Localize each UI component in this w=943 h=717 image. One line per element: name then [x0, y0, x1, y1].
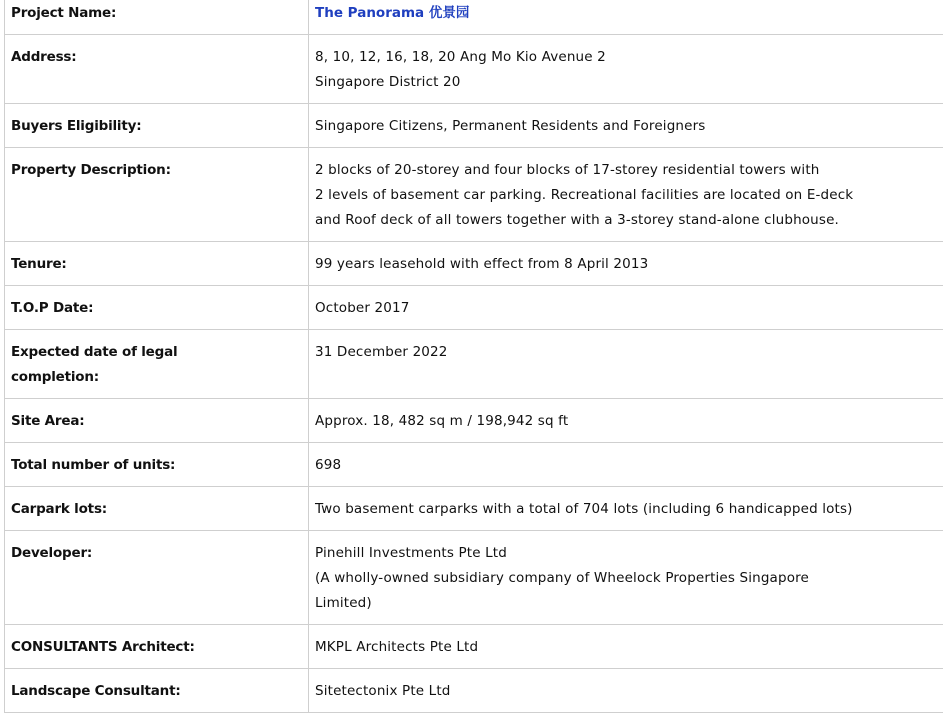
row-label-line: Address: — [11, 49, 77, 65]
row-label — [5, 0, 309, 35]
table-row — [5, 531, 943, 625]
table-row — [5, 399, 943, 443]
row-label-line: Buyers Eligibility: — [11, 118, 142, 134]
row-value-line: Sitetectonix Pte Ltd — [315, 683, 451, 699]
table-row — [5, 148, 943, 242]
row-label — [5, 104, 309, 148]
row-value — [309, 531, 943, 625]
row-label — [5, 286, 309, 330]
row-label-line: T.O.P Date: — [11, 300, 94, 316]
row-label — [5, 625, 309, 669]
row-label-line: completion: — [11, 369, 99, 385]
row-value-line: (A wholly-owned subsidiary company of Wheelock Properties Singapore — [315, 570, 809, 586]
table-row — [5, 242, 943, 286]
row-label — [5, 148, 309, 242]
row-label — [5, 531, 309, 625]
row-value-line: MKPL Architects Pte Ltd — [315, 639, 479, 655]
row-value-line: 8, 10, 12, 16, 18, 20 Ang Mo Kio Avenue 2 — [315, 49, 606, 65]
row-label — [5, 242, 309, 286]
row-value — [309, 35, 943, 104]
row-label-line: Expected date of legal — [11, 344, 178, 360]
row-value-line: 2 blocks of 20-storey and four blocks of 17-storey residential towers with — [315, 162, 820, 178]
row-value — [309, 330, 943, 399]
row-label-line: CONSULTANTS Architect: — [11, 639, 195, 655]
row-label — [5, 487, 309, 531]
row-value — [309, 487, 943, 531]
row-label — [5, 399, 309, 443]
row-label-line: Carpark lots: — [11, 501, 107, 517]
row-value-line: Singapore Citizens, Permanent Residents and Foreigners — [315, 118, 706, 134]
row-value — [309, 148, 943, 242]
row-value — [309, 669, 943, 713]
table-row — [5, 286, 943, 330]
row-label-line: Landscape Consultant: — [11, 683, 181, 699]
row-value-line: Approx. 18, 482 sq m / 198,942 sq ft — [315, 413, 569, 429]
row-label-line: Property Description: — [11, 162, 171, 178]
row-label-line: Tenure: — [11, 256, 67, 272]
table-row — [5, 669, 943, 713]
row-value — [309, 0, 943, 35]
row-value-line: and Roof deck of all towers together with a 3-storey stand-alone clubhouse. — [315, 212, 839, 228]
row-value — [309, 242, 943, 286]
row-label-line: Total number of units: — [11, 457, 176, 473]
project-details-table — [4, 0, 943, 713]
row-value-line: Limited) — [315, 595, 372, 611]
row-value-line: 31 December 2022 — [315, 344, 448, 360]
row-value-line: October 2017 — [315, 300, 410, 316]
table-row — [5, 330, 943, 399]
table-row — [5, 35, 943, 104]
table-row — [5, 0, 943, 35]
row-label — [5, 443, 309, 487]
row-value-line: Two basement carparks with a total of 704 lots (including 6 handicapped lots) — [315, 501, 853, 517]
row-value-line: 2 levels of basement car parking. Recreational facilities are located on E-deck — [315, 187, 854, 203]
row-label-line: Site Area: — [11, 413, 85, 429]
table-body — [5, 0, 943, 713]
row-value — [309, 286, 943, 330]
row-value — [309, 104, 943, 148]
project-name-link[interactable]: The Panorama 优景园 — [315, 5, 470, 21]
row-label-line: Developer: — [11, 545, 93, 561]
row-label — [5, 330, 309, 399]
table-row — [5, 487, 943, 531]
row-value — [309, 399, 943, 443]
row-value — [309, 625, 943, 669]
row-label — [5, 669, 309, 713]
row-value — [309, 443, 943, 487]
row-label — [5, 35, 309, 104]
row-value-line: 698 — [315, 457, 342, 473]
table-row — [5, 625, 943, 669]
row-value-line: Pinehill Investments Pte Ltd — [315, 545, 507, 561]
row-label-line: Project Name: — [11, 5, 117, 21]
table-row — [5, 104, 943, 148]
table-row — [5, 443, 943, 487]
row-value-line: Singapore District 20 — [315, 74, 461, 90]
row-value-line: 99 years leasehold with effect from 8 April 2013 — [315, 256, 649, 272]
